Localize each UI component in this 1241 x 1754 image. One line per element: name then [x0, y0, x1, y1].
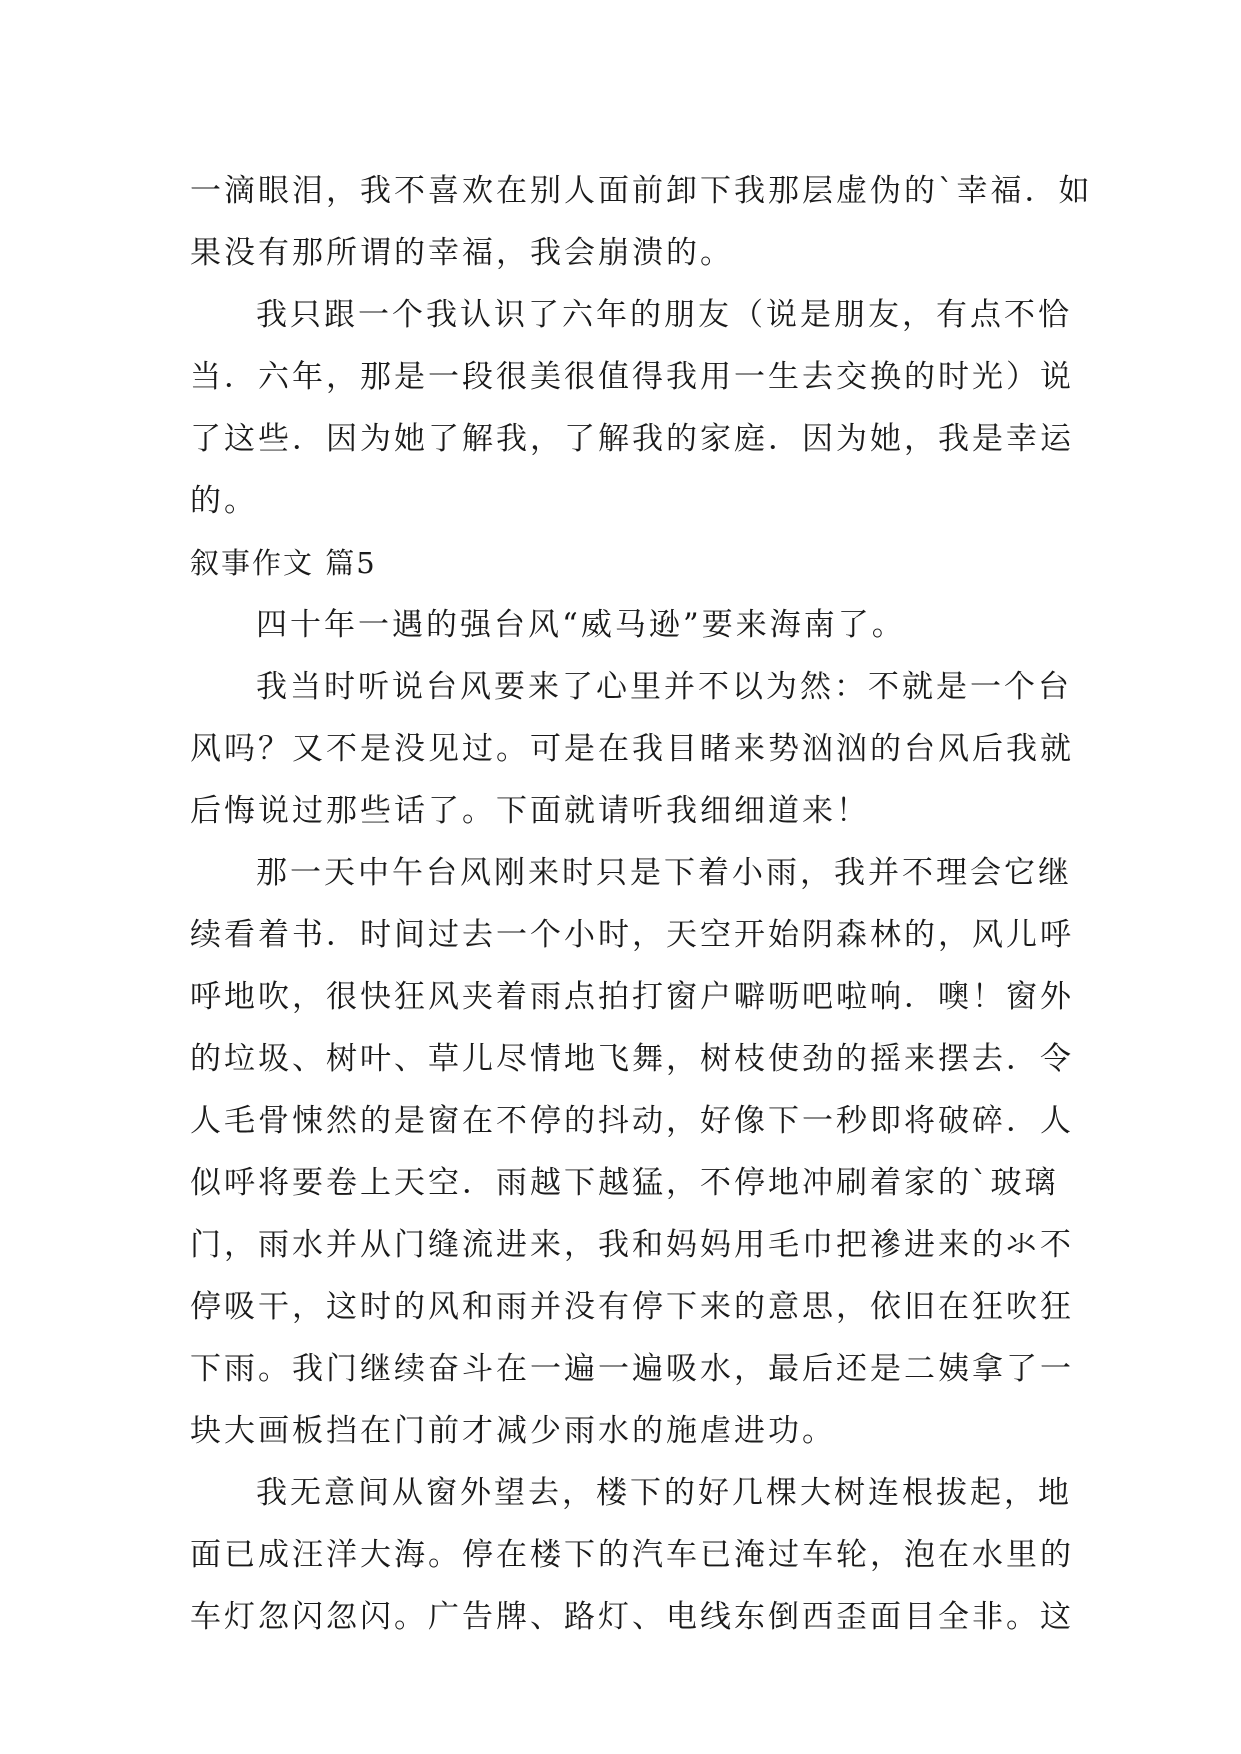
text-line: 续看着书．时间过去一个小时，天空开始阴森林的，风儿呼 — [190, 917, 1074, 953]
text-line: 一滴眼泪，我不喜欢在别人面前卸下我那层虚伪的`幸福．如 — [190, 173, 1093, 209]
paragraph-start-line: 那一天中午台风刚来时只是下着小雨，我并不理会它继 — [256, 855, 1072, 891]
text-line: 果没有那所谓的幸福，我会崩溃的。 — [190, 235, 734, 271]
text-line: 后悔说过那些话了。下面就请听我细细道来！ — [190, 793, 870, 829]
text-line: 门，雨水并从门缝流进来，我和妈妈用毛巾把襂进来的氺不 — [190, 1227, 1074, 1263]
document-body — [190, 160, 1093, 1648]
text-line: 停吸干，这时的风和雨并没有停下来的意思，依旧在狂吹狂 — [190, 1289, 1074, 1325]
text-line: 风吗？又不是没见过。可是在我目睹来势汹汹的台风后我就 — [190, 731, 1074, 767]
section-heading: 叙事作文 篇5 — [190, 546, 377, 580]
text-line: 似呼将要卷上天空．雨越下越猛，不停地冲刷着家的`玻璃 — [190, 1165, 1059, 1201]
paragraph-start-line: 我只跟一个我认识了六年的朋友（说是朋友，有点不恰 — [256, 297, 1072, 333]
text-line: 块大画板挡在门前才减少雨水的施虐进功。 — [190, 1413, 836, 1449]
text-line: 的。 — [190, 483, 258, 519]
text-line: 人毛骨悚然的是窗在不停的抖动，好像下一秒即将破碎．人 — [190, 1103, 1074, 1139]
text-line: 当．六年，那是一段很美很值得我用一生去交换的时光）说 — [190, 359, 1074, 395]
text-line: 车灯忽闪忽闪。广告牌、路灯、电线东倒西歪面目全非。这 — [190, 1599, 1074, 1635]
text-line: 下雨。我门继续奋斗在一遍一遍吸水，最后还是二姨拿了一 — [190, 1351, 1074, 1387]
text-line: 呼地吹，很快狂风夹着雨点拍打窗户噼呖吧啦响．噢！窗外 — [190, 979, 1074, 1015]
text-line: 的垃圾、树叶、草儿尽情地飞舞，树枝使劲的摇来摆去．令 — [190, 1041, 1074, 1077]
paragraph-start-line: 我无意间从窗外望去，楼下的好几棵大树连根拔起，地 — [256, 1475, 1072, 1511]
paragraph-start-line: 四十年一遇的强台风“威马逊”要来海南了。 — [256, 607, 906, 643]
text-line: 了这些．因为她了解我，了解我的家庭．因为她，我是幸运 — [190, 421, 1074, 457]
text-line: 面已成汪洋大海。停在楼下的汽车已淹过车轮，泡在水里的 — [190, 1537, 1074, 1573]
paragraph-start-line: 我当时听说台风要来了心里并不以为然：不就是一个台 — [256, 669, 1072, 705]
